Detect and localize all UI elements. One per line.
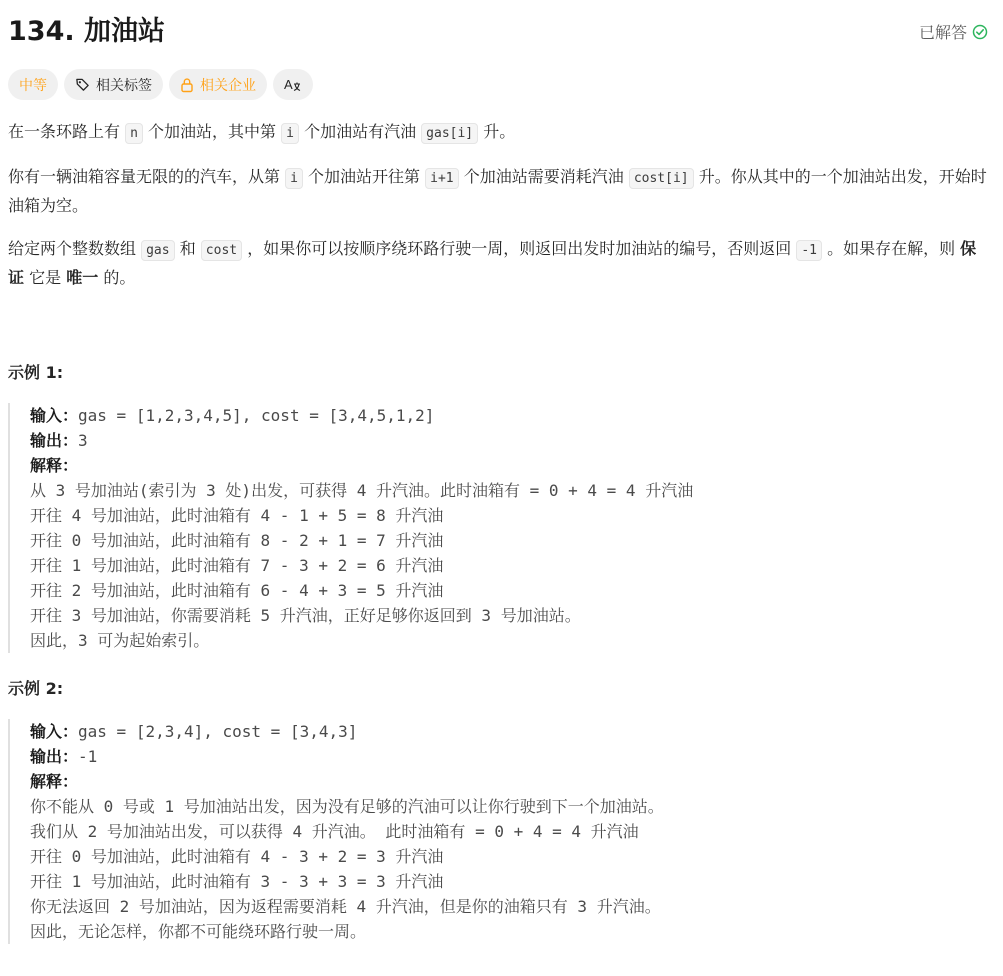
- example-input: gas = [1,2,3,4,5], cost = [3,4,5,1,2]: [78, 406, 435, 425]
- difficulty-badge: [8, 69, 58, 100]
- explanation-line: 开往 3 号加油站，你需要消耗 5 升汽油，正好足够你返回到 3 号加油站。: [30, 606, 581, 625]
- description-paragraph-3: 给定两个整数数组 gas 和 cost ，如果你可以按顺序绕环路行驶一周，则返回出发时加油站的编号，否则返回 -1 。如果存在解，则 保证 它是 唯一 的。: [8, 239, 977, 287]
- explanation-label: 解释：: [30, 456, 79, 475]
- tag-row: [8, 69, 313, 100]
- explanation-line: 开往 2 号加油站，此时油箱有 6 - 4 + 3 = 5 升汽油: [30, 581, 444, 600]
- description-paragraph-1: 在一条环路上有 n 个加油站，其中第 i 个加油站有汽油 gas[i] 升。: [8, 118, 988, 147]
- explanation-line: 开往 0 号加油站，此时油箱有 8 - 2 + 1 = 7 升汽油: [30, 531, 444, 550]
- related-topics-label: 相关标签: [96, 77, 152, 94]
- explanation-label: 解释：: [30, 772, 79, 791]
- inline-code: -1: [796, 240, 822, 261]
- translate-button[interactable]: [273, 69, 313, 100]
- translate-icon: [284, 77, 302, 93]
- inline-code: cost: [201, 240, 242, 261]
- inline-code: n: [125, 123, 143, 144]
- problem-description: [8, 0, 988, 941]
- inline-code: i: [285, 168, 303, 189]
- related-topics-button[interactable]: [64, 69, 163, 100]
- description-paragraph-2: 你有一辆油箱容量无限的的汽车，从第 i 个加油站开往第 i+1 个加油站需要消耗汽油 cost[i] 升。你从其中的一个加油站出发，开始时油箱为空。: [8, 167, 987, 215]
- related-companies-label: 相关企业: [200, 77, 256, 94]
- explanation-line: 你无法返回 2 号加油站，因为返程需要消耗 4 升汽油，但是你的油箱只有 3 升汽油。: [30, 897, 661, 916]
- difficulty-label: 中等: [19, 77, 47, 94]
- problem-title[interactable]: 134. 加油站: [8, 16, 166, 47]
- input-label: 输入：: [30, 406, 79, 425]
- inline-code: cost[i]: [629, 168, 694, 189]
- problem-content: [8, 118, 988, 307]
- output-label: 输出：: [30, 431, 79, 450]
- svg-text:A: A: [284, 76, 293, 92]
- tag-icon: [75, 77, 90, 92]
- example-2-title: 示例 2:: [8, 679, 64, 698]
- output-label: 输出：: [30, 747, 79, 766]
- check-circle-icon: [972, 24, 988, 40]
- explanation-line: 因此，3 可为起始索引。: [30, 631, 210, 650]
- lock-icon: [180, 77, 194, 93]
- example-input: gas = [2,3,4], cost = [3,4,3]: [78, 722, 358, 741]
- inline-code: i: [281, 123, 299, 144]
- explanation-line: 因此，无论怎样，你都不可能绕环路行驶一周。: [30, 922, 367, 941]
- example-2-block: [8, 719, 664, 944]
- explanation-line: 我们从 2 号加油站出发，可以获得 4 升汽油。 此时油箱有 = 0 + 4 = 4 升汽油: [30, 822, 639, 841]
- explanation-line: 开往 1 号加油站，此时油箱有 3 - 3 + 3 = 3 升汽油: [30, 872, 444, 891]
- explanation-line: 你不能从 0 号或 1 号加油站出发，因为没有足够的汽油可以让你行驶到下一个加油站。: [30, 797, 664, 816]
- problem-header: [8, 0, 988, 62]
- solved-status: [919, 20, 988, 43]
- explanation-line: 开往 0 号加油站，此时油箱有 4 - 3 + 2 = 3 升汽油: [30, 847, 444, 866]
- explanation-line: 从 3 号加油站(索引为 3 处)出发，可获得 4 升汽油。此时油箱有 = 0 + 4 = 4 升汽油: [30, 481, 694, 500]
- inline-code: gas[i]: [421, 123, 478, 144]
- example-output: 3: [78, 431, 88, 450]
- inline-code: i+1: [425, 168, 458, 189]
- example-output: -1: [78, 747, 98, 766]
- emphasis-text: 唯一: [66, 268, 99, 287]
- example-1-title: 示例 1:: [8, 363, 64, 382]
- explanation-line: 开往 4 号加油站，此时油箱有 4 - 1 + 5 = 8 升汽油: [30, 506, 444, 525]
- emphasis-text: 保证: [8, 239, 977, 287]
- example-1-block: [8, 403, 693, 653]
- inline-code: gas: [141, 240, 174, 261]
- input-label: 输入：: [30, 722, 79, 741]
- solved-label: 已解答: [918, 23, 967, 42]
- related-companies-button[interactable]: [169, 69, 267, 100]
- explanation-line: 开往 1 号加油站，此时油箱有 7 - 3 + 2 = 6 升汽油: [30, 556, 444, 575]
